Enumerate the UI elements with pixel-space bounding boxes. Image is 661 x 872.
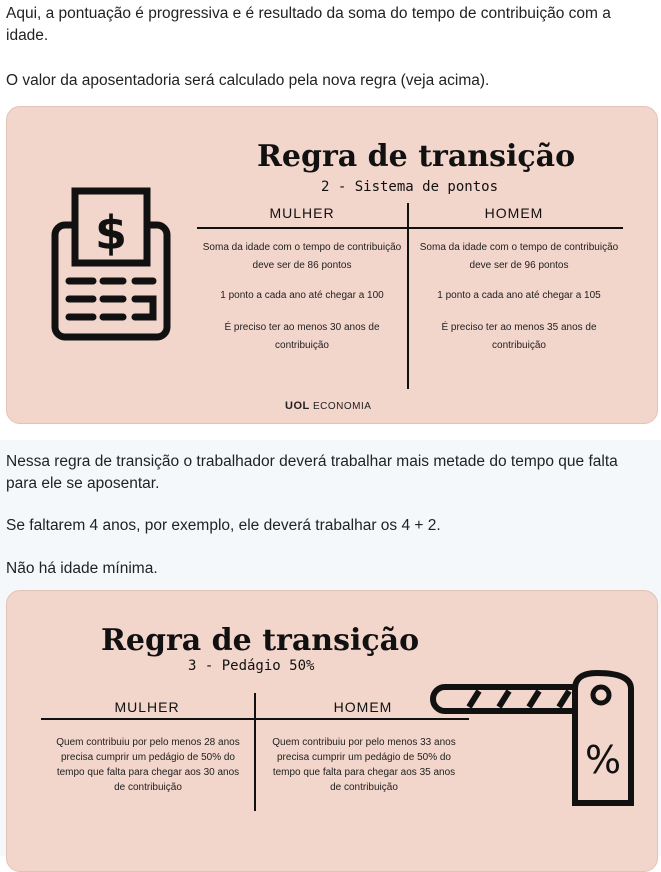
card-subtitle: 3 - Pedágio 50% bbox=[188, 658, 315, 674]
brand-text: ECONOMIA bbox=[313, 401, 372, 412]
mulher-rule: Quem contribuiu por pelo menos 28 anos precisa cumprir um pedágio de 50% do tempo que falta para chegar aos 30 anos de contribuição bbox=[56, 737, 240, 793]
mulher-rule-2: 1 ponto a cada ano até chegar a 100 bbox=[220, 290, 384, 301]
homem-rule-1: Soma da idade com o tempo de contribuição deve ser de 96 pontos bbox=[419, 242, 619, 271]
cash-register-dollar-icon bbox=[49, 185, 179, 345]
tweet-block-2 bbox=[0, 440, 661, 856]
percent-symbol: % bbox=[584, 738, 622, 782]
card-title: Regra de transição bbox=[257, 139, 576, 174]
table-divider-horizontal bbox=[197, 227, 623, 229]
homem-rule-3: É preciso ter ao menos 35 anos de contribuição bbox=[441, 322, 597, 351]
uol-economia-logo bbox=[285, 400, 371, 412]
card-title: Regra de transição bbox=[101, 623, 420, 658]
column-header-homem: HOMEM bbox=[484, 205, 544, 221]
column-header-homem: HOMEM bbox=[333, 699, 393, 715]
brand-bold: UOL bbox=[285, 400, 310, 412]
infographic-card-pontos[interactable] bbox=[6, 106, 658, 424]
homem-rule-2: 1 ponto a cada ano até chegar a 105 bbox=[437, 290, 601, 301]
svg-text:$: $ bbox=[94, 206, 128, 260]
mulher-rule-3: É preciso ter ao menos 30 anos de contribuição bbox=[224, 322, 380, 351]
card-subtitle: 2 - Sistema de pontos bbox=[321, 179, 499, 195]
column-header-mulher: MULHER bbox=[114, 699, 180, 715]
tweet-text-4: Se faltarem 4 anos, por exemplo, ele deverá trabalhar os 4 + 2. bbox=[6, 517, 441, 534]
table-divider-vertical bbox=[407, 203, 409, 389]
tweet-text-3: Nessa regra de transição o trabalhador deverá trabalhar mais metade do tempo que falta para ele se aposentar. bbox=[6, 453, 618, 492]
homem-rule: Quem contribuiu por pelo menos 33 anos precisa cumprir um pedágio de 50% do tempo que falta para chegar aos 35 anos de contribuição bbox=[272, 737, 456, 793]
mulher-rule-1: Soma da idade com o tempo de contribuição deve ser de 86 pontos bbox=[202, 242, 402, 271]
table-divider-vertical bbox=[254, 693, 256, 811]
column-header-mulher: MULHER bbox=[269, 205, 335, 221]
tweet-text-1: Aqui, a pontuação é progressiva e é resultado da soma do tempo de contribuição com a idade. bbox=[6, 5, 611, 44]
tweet-text-5: Não há idade mínima. bbox=[6, 560, 158, 577]
tweet-text-2: O valor da aposentadoria será calculado pela nova regra (veja acima). bbox=[6, 72, 490, 89]
toll-barrier-percent-icon bbox=[425, 667, 645, 807]
infographic-card-pedagio[interactable] bbox=[6, 590, 658, 872]
